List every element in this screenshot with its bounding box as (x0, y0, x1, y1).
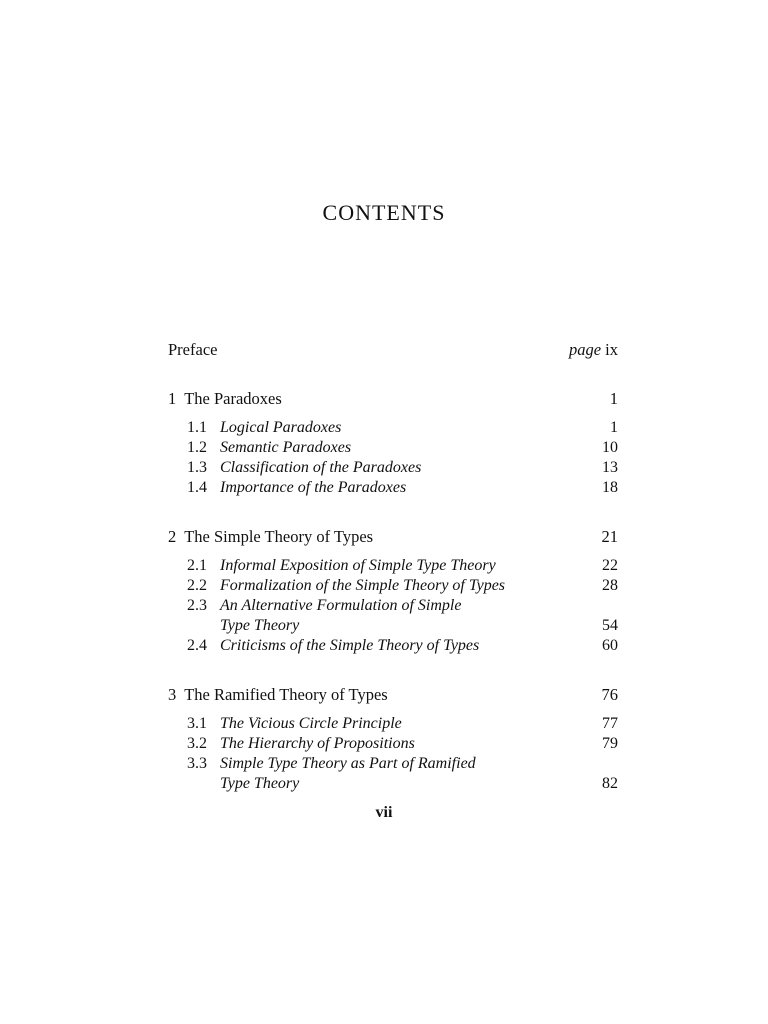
toc-chapter-1: 1 The Paradoxes 1 (168, 389, 618, 408)
toc-section-2-4: 2.4 Criticisms of the Simple Theory of Types 60 (187, 637, 618, 654)
table-of-contents (168, 340, 618, 794)
toc-section-1-1: 1.1 Logical Paradoxes 1 (187, 419, 618, 436)
toc-section-3-3-cont: Type Theory 82 (220, 775, 618, 792)
toc-section-1-3: 1.3 Classification of the Paradoxes 13 (187, 459, 618, 476)
toc-section-2-1: 2.1 Informal Exposition of Simple Type Theory 22 (187, 557, 618, 574)
toc-section-2-2: 2.2 Formalization of the Simple Theory of Types 28 (187, 577, 618, 594)
toc-section-2-3-cont: Type Theory 54 (220, 617, 618, 634)
chapter-page: 76 (601, 685, 618, 704)
preface-page: page ix (568, 340, 618, 359)
page-title: CONTENTS (322, 200, 446, 225)
chapter-title: The Ramified Theory of Types (184, 685, 388, 704)
chapter-title: The Simple Theory of Types (184, 527, 374, 546)
preface-title: Preface (168, 340, 218, 359)
page-number: vii (375, 804, 393, 821)
toc-section-3-3: 3.3 Simple Type Theory as Part of Ramified (187, 755, 476, 772)
toc-chapter-3: 3 The Ramified Theory of Types 76 (168, 685, 618, 704)
toc-section-2-3: 2.3 An Alternative Formulation of Simple (187, 597, 462, 614)
chapter-page: 1 (609, 389, 618, 408)
toc-section-3-1: 3.1 The Vicious Circle Principle 77 (187, 715, 618, 732)
chapter-title: The Paradoxes (184, 389, 282, 408)
toc-section-3-2: 3.2 The Hierarchy of Propositions 79 (187, 735, 618, 752)
chapter-page: 21 (601, 527, 618, 546)
toc-section-1-4: 1.4 Importance of the Paradoxes 18 (187, 479, 618, 496)
toc-section-1-2: 1.2 Semantic Paradoxes 10 (187, 439, 618, 456)
toc-chapter-2: 2 The Simple Theory of Types 21 (168, 527, 618, 546)
toc-preface (168, 340, 618, 360)
